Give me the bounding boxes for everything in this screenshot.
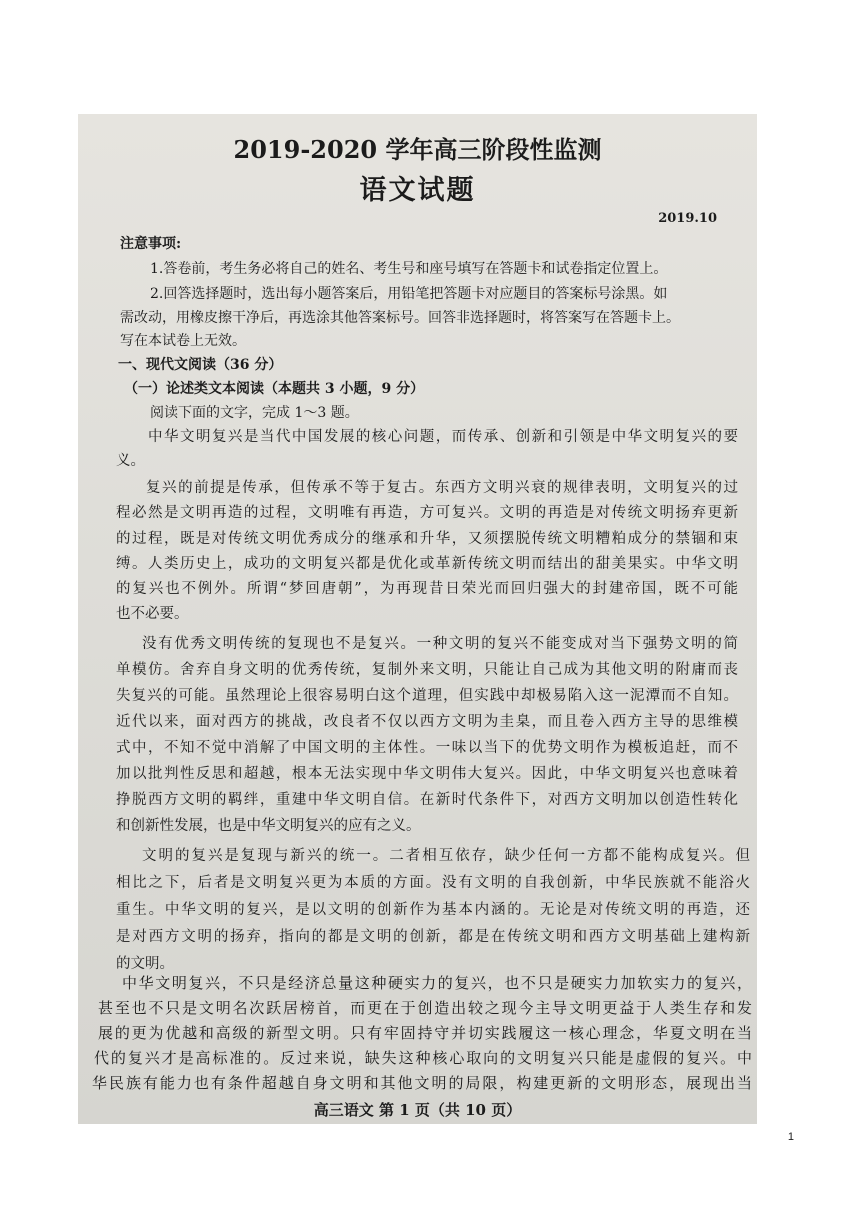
essay-line: 没有优秀文明传统的复现也不是复兴。一种文明的复兴不能变成对当下强势文明的简	[142, 636, 738, 652]
essay-line: 中华文明复兴是当代中国发展的核心问题，而传承、创新和引领是中华文明复兴的要	[148, 429, 738, 445]
essay-line: 代的复兴才是高标准的。反过来说，缺失这种核心取向的文明复兴只能是虚假的复兴。中	[94, 1049, 752, 1067]
essay-line: 式中，不知不觉中消解了中国文明的主体性。一味以当下的优势文明作为模板追赶，而不	[116, 740, 738, 756]
reading-instruction: 阅读下面的文字，完成 1～3 题。	[150, 405, 359, 421]
essay-line: 的复兴也不例外。所谓“梦回唐朝”，为再现昔日荣光而回归强大的封建帝国，既不可能	[116, 581, 738, 597]
essay-line: 单模仿。舍弃自身文明的优秀传统，复制外来文明，只能让自己成为其他文明的附庸而丧	[116, 662, 738, 678]
essay-line: 华民族有能力也有条件超越自身文明和其他文明的局限，构建更新的文明形态，展现出当	[92, 1074, 752, 1092]
subsection-heading: （一）论述类文本阅读（本题共 3 小题，9 分）	[124, 381, 425, 397]
exam-date: 2019.10	[658, 211, 717, 226]
essay-line: 程必然是文明再造的过程，文明唯有再造，方可复兴。文明的再造是对传统文明扬弃更新	[116, 505, 738, 521]
section-heading: 一、现代文阅读（36 分）	[118, 357, 283, 373]
essay-line: 的过程，既是对传统文明优秀成分的继承和升华，又须摆脱传统文明糟粕成分的禁锢和束	[116, 531, 738, 547]
essay-line: 重生。中华文明的复兴，是以文明的创新作为基本内涵的。无论是对传统文明的再造，还	[116, 902, 750, 918]
notice-item-2-line-2: 需改动，用橡皮擦干净后，再选涂其他答案标号。回答非选择题时，将答案写在答题卡上。	[120, 310, 680, 326]
essay-line: 相比之下，后者是文明复兴更为本质的方面。没有文明的自我创新，中华民族就不能浴火	[116, 875, 750, 891]
essay-line: 近代以来，面对西方的挑战，改良者不仅以西方文明为圭臬，而且卷入西方主导的思维模	[116, 714, 738, 730]
essay-line: 缚。人类历史上，成功的文明复兴都是优化或革新传统文明而结出的甜美果实。中华文明	[116, 556, 738, 572]
exam-title: 2019-2020 学年高三阶段性监测	[233, 135, 602, 164]
page-number: 1	[787, 1131, 794, 1143]
notice-item-2-line-1: 2.回答选择题时，选出每小题答案后，用铅笔把答题卡对应题目的答案标号涂黑。如	[150, 286, 668, 302]
scanned-page-photo	[78, 114, 757, 1124]
page-footer: 高三语文 第 1 页（共 10 页）	[313, 1101, 522, 1119]
essay-line: 义。	[116, 453, 145, 469]
essay-line: 和创新性发展，也是中华文明复兴的应有之义。	[116, 818, 421, 834]
exam-subject: 语文试题	[359, 175, 476, 206]
essay-line: 文明的复兴是复现与新兴的统一。二者相互依存，缺少任何一方都不能构成复兴。但	[142, 848, 750, 864]
essay-line: 复兴的前提是传承，但传承不等于复古。东西方文明兴衰的规律表明，文明复兴的过	[146, 480, 738, 496]
essay-line: 加以批判性反思和超越，根本无法实现中华文明伟大复兴。因此，中华文明复兴也意味着	[116, 766, 738, 782]
essay-line: 挣脱西方文明的羁绊，重建中华文明自信。在新时代条件下，对西方文明加以创造性转化	[116, 792, 738, 808]
essay-line: 甚至也不只是文明名次跃居榜首，而更在于创造出较之现今主导文明更益于人类生存和发	[98, 999, 752, 1017]
essay-line: 是对西方文明的扬弃，指向的都是文明的创新，都是在传统文明和西方文明基础上建构新	[116, 929, 750, 945]
essay-line: 的文明。	[116, 956, 174, 972]
essay-line: 中华文明复兴，不只是经济总量这种硬实力的复兴，也不只是硬实力加软实力的复兴，	[122, 974, 752, 992]
essay-line: 也不必要。	[116, 606, 189, 622]
notice-item-2-line-3: 写在本试卷上无效。	[120, 333, 246, 349]
notice-heading: 注意事项:	[120, 236, 182, 252]
essay-line: 失复兴的可能。虽然理论上很容易明白这个道理，但实践中却极易陷入这一泥潭而不自知。	[116, 688, 738, 704]
essay-line: 展的更为优越和高级的新型文明。只有牢固持守并切实践履这一核心理念，华夏文明在当	[98, 1024, 752, 1042]
notice-item-1: 1.答卷前，考生务必将自己的姓名、考生号和座号填写在答题卡和试卷指定位置上。	[150, 261, 668, 277]
